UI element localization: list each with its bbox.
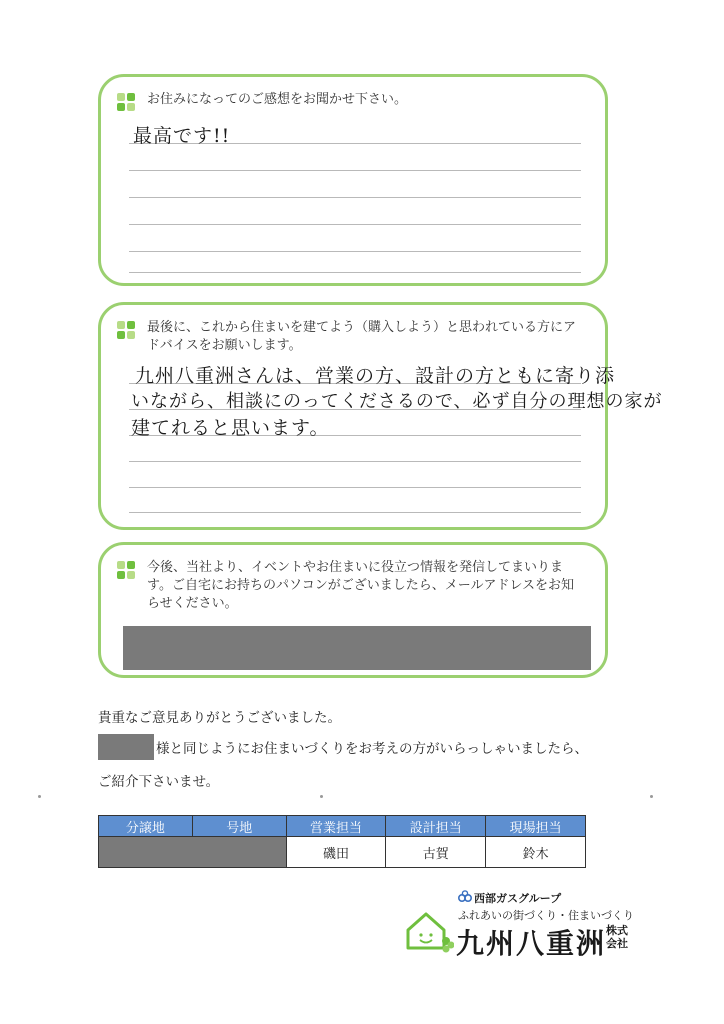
logo-suffix-bottom: 会社 bbox=[606, 937, 628, 950]
saibu-gas-logo-icon bbox=[458, 890, 472, 904]
ruled-line bbox=[129, 251, 581, 252]
ruled-line bbox=[129, 170, 581, 171]
staff-table-header-row bbox=[99, 816, 586, 837]
header-sales: 営業担当 bbox=[286, 816, 386, 837]
header-lot-number: 号地 bbox=[192, 816, 286, 837]
sales-staff: 磯田 bbox=[286, 837, 386, 868]
site-staff: 鈴木 bbox=[486, 837, 586, 868]
ruled-line bbox=[129, 272, 581, 273]
advice-answer-line-1: 九州八重洲さんは、営業の方、設計の方ともに寄り添 bbox=[135, 365, 616, 387]
ruled-line bbox=[129, 224, 581, 225]
impression-box bbox=[98, 74, 608, 286]
logo-suffix-top: 株式 bbox=[606, 924, 628, 937]
advice-box bbox=[98, 302, 663, 530]
impression-answer: 最高です!! bbox=[133, 125, 231, 147]
house-clover-icon bbox=[404, 908, 454, 954]
customer-name-redacted bbox=[98, 734, 154, 760]
advice-question: 最後に、これから住まいを建てよう（購入しよう）と思われている方にアドバイスをお願いします。 bbox=[147, 320, 577, 353]
logo-group-name: 西部ガスグループ bbox=[474, 892, 562, 905]
scan-speck bbox=[650, 795, 653, 798]
referral-text-end: ご紹介下さいませ。 bbox=[98, 774, 220, 790]
staff-table-row bbox=[99, 837, 586, 868]
scan-speck bbox=[38, 795, 41, 798]
email-field-redacted bbox=[123, 626, 591, 670]
ruled-line bbox=[129, 512, 581, 513]
advice-answer-line-3: 建てれると思います。 bbox=[131, 417, 330, 439]
impression-question: お住みになってのご感想をお聞かせ下さい。 bbox=[147, 92, 408, 107]
staff-table bbox=[98, 815, 586, 868]
logo-tagline: ふれあいの街づくり・住まいづくり bbox=[458, 909, 634, 922]
email-request-text: 今後、当社より、イベントやお住まいに役立つ情報を発信してまいります。ご自宅にお持ちのパソコンがございましたら、メールアドレスをお知らせください。 bbox=[147, 560, 575, 611]
ruled-line bbox=[129, 197, 581, 198]
header-design: 設計担当 bbox=[386, 816, 486, 837]
scan-speck bbox=[320, 795, 323, 798]
clover-icon bbox=[117, 561, 137, 581]
clover-icon bbox=[117, 321, 137, 341]
ruled-line bbox=[129, 487, 581, 488]
ruled-line bbox=[129, 461, 581, 462]
design-staff: 古賀 bbox=[386, 837, 486, 868]
logo-company-name: 九州八重洲 bbox=[456, 927, 607, 960]
clover-icon bbox=[117, 93, 137, 113]
referral-text: 様と同じようにお住まいづくりをお考えの方がいらっしゃいましたら、 bbox=[156, 741, 588, 757]
email-box bbox=[98, 542, 608, 678]
lot-redacted bbox=[99, 837, 287, 868]
thanks-text: 貴重なご意見ありがとうございました。 bbox=[98, 710, 341, 726]
header-lot: 分譲地 bbox=[99, 816, 193, 837]
header-site: 現場担当 bbox=[486, 816, 586, 837]
advice-answer-line-2: いながら、相談にのってくださるので、必ず自分の理想の家が bbox=[131, 391, 663, 412]
